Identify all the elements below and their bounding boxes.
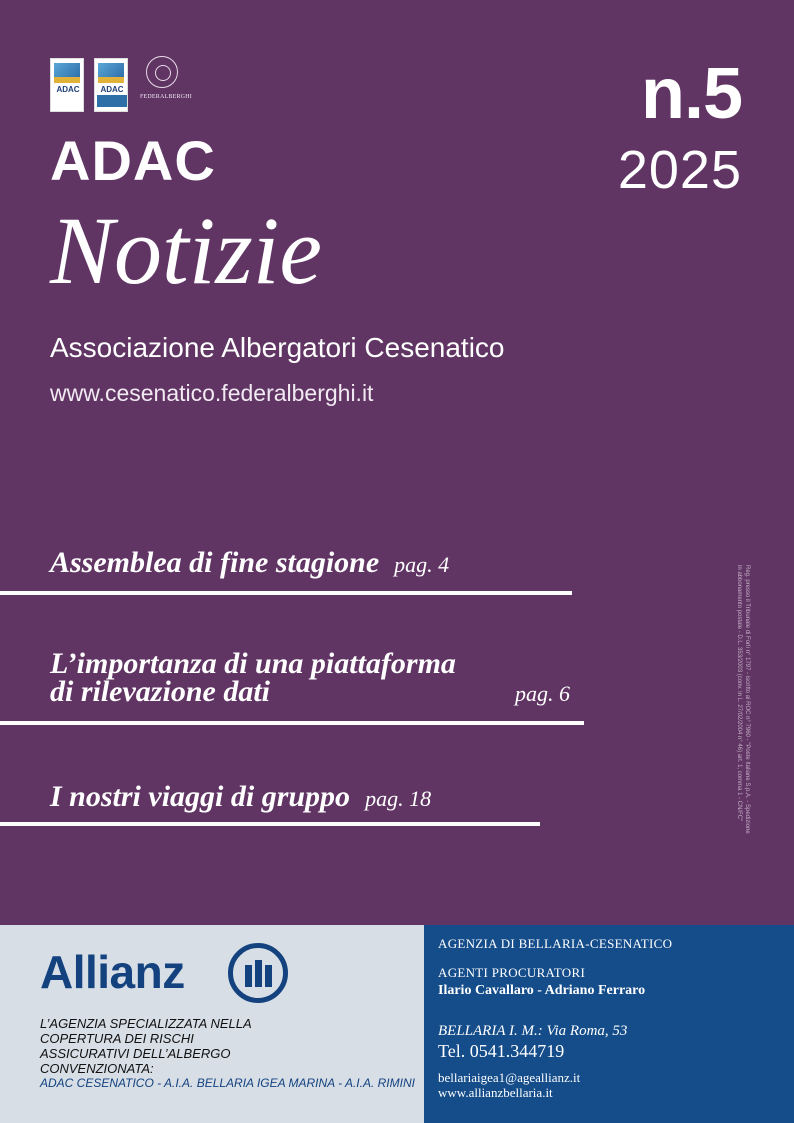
article-2-title-line1: L’importanza di una piattaforma xyxy=(50,647,456,680)
ad-copy-line: COPERTURA DEI RISCHI xyxy=(40,1031,194,1046)
adac-logo-1 xyxy=(50,58,84,112)
agency-email[interactable]: bellariaigea1@ageallianz.it xyxy=(438,1070,581,1085)
issue-year: 2025 xyxy=(617,140,742,200)
agents-names: Ilario Cavallaro - Adriano Ferraro xyxy=(438,983,646,998)
wave-icon xyxy=(98,77,124,83)
article-3-page: pag. 18 xyxy=(365,786,432,811)
association-name: Associazione Albergatori Cesenatico xyxy=(50,332,505,363)
seal-icon xyxy=(146,56,178,88)
seal-label: FEDERALBERGHI xyxy=(140,94,192,100)
logo-1-label: ADAC xyxy=(56,85,80,94)
ad-copy xyxy=(40,1016,415,1091)
mountain-icon xyxy=(98,63,124,77)
agency-phone[interactable]: Tel. 0541.344719 xyxy=(438,1041,565,1061)
article-2-title-line2: di rilevazione dati xyxy=(50,675,270,708)
article-1-rule xyxy=(0,591,572,595)
article-3-rule xyxy=(0,822,540,826)
ad-partners: ADAC CESENATICO - A.I.A. BELLARIA IGEA MARINA - A.I.A. RIMINI xyxy=(40,1076,415,1090)
ad-copy-line: CONVENZIONATA: xyxy=(40,1061,154,1076)
ad-copy-line: L’AGENZIA SPECIALIZZATA NELLA xyxy=(40,1016,252,1031)
article-1-title xyxy=(50,548,449,578)
allianz-ad-right[interactable] xyxy=(424,925,794,1123)
agency-website[interactable]: www.allianzbellaria.it xyxy=(438,1085,553,1100)
allianz-logo-text: Allianz xyxy=(40,946,185,998)
agents-label: AGENTI PROCURATORI xyxy=(438,965,586,980)
masthead-notizie: Notizie xyxy=(50,197,323,304)
legal-note-line2: in abbonamento postale - D.L. 353/2003 (conv. in L. 27/02/2004 n° 46) art. 1, comma 1 - CN/FC" xyxy=(736,565,742,822)
website-link[interactable]: www.cesenatico.federalberghi.it xyxy=(50,380,374,406)
allianz-eagle-icon xyxy=(228,943,288,1003)
wave-icon xyxy=(54,77,80,83)
article-1-page: pag. 4 xyxy=(394,552,450,577)
article-2-rule xyxy=(0,721,584,725)
agency-address: BELLARIA I. M.: Via Roma, 53 xyxy=(438,1023,628,1039)
legal-note-line1: Reg. presso il Tribunale di Forlì n° 1797 - iscritto al ROC n° 7960 - "Poste Italiane S.p.A. - Spedizione xyxy=(744,565,750,834)
issue-number: n.5 xyxy=(640,54,742,134)
adac-logo-2 xyxy=(94,58,128,112)
logo-2-label: ADAC xyxy=(100,85,124,94)
logo-2-band xyxy=(97,95,127,107)
mountain-icon xyxy=(54,63,80,77)
article-3-title xyxy=(50,782,431,812)
article-3-title-text: I nostri viaggi di gruppo xyxy=(50,780,351,813)
masthead-adac: ADAC xyxy=(50,129,216,192)
agency-name: AGENZIA DI BELLARIA-CESENATICO xyxy=(438,936,673,951)
federalberghi-seal xyxy=(140,56,192,112)
ad-copy-line: ASSICURATIVI DELL’ALBERGO xyxy=(40,1046,231,1061)
legal-note xyxy=(735,565,751,895)
article-2-page: pag. 6 xyxy=(515,681,570,706)
article-1-title-text: Assemblea di fine stagione xyxy=(50,546,380,579)
